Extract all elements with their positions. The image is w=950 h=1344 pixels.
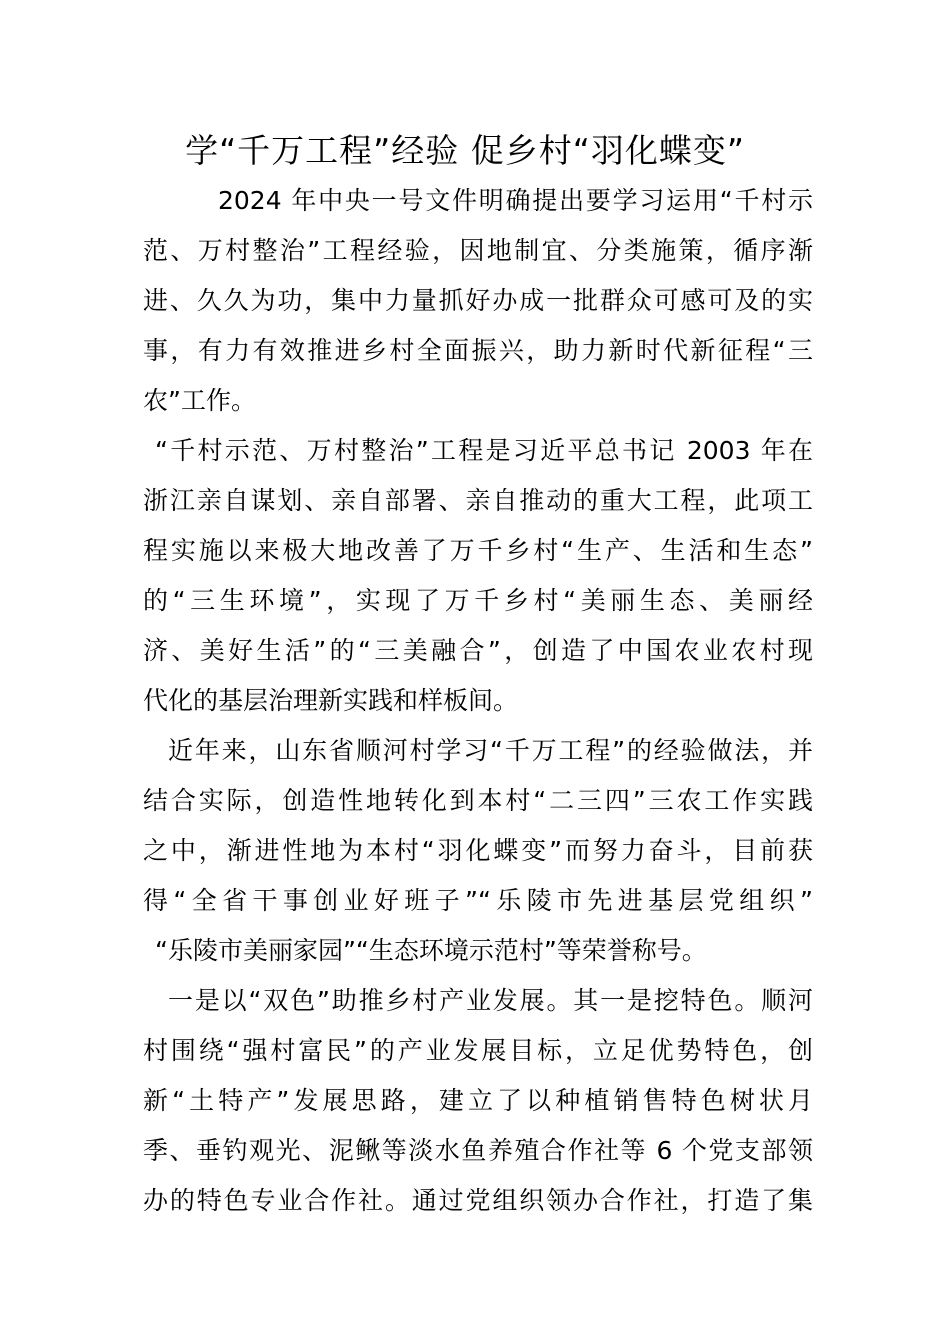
paragraph: [143, 726, 813, 976]
document-body: [143, 176, 813, 1226]
text-line: “千村示范、万村整治”工程是习近平总书记 2003 年在: [155, 436, 813, 465]
text-line: 一是以“双色”助推乡村产业发展。其一是挖特色。顺河: [168, 986, 813, 1015]
text-line: 近年来，山东省顺河村学习“千万工程”的经验做法，并: [168, 736, 813, 765]
text-line: 程实施以来极大地改善了万千乡村“生产、生活和生态”: [143, 536, 813, 565]
text-line: 得“全省干事创业好班子”“乐陵市先进基层党组织”: [143, 886, 813, 915]
text-line: 农”工作。: [143, 386, 256, 415]
text-line: 新“土特产”发展思路，建立了以种植销售特色树状月: [143, 1086, 813, 1115]
text-line: 浙江亲自谋划、亲自部署、亲自推动的重大工程，此项工: [143, 486, 813, 515]
paragraph: [143, 426, 813, 726]
document-title: 学“千万工程”经验 促乡村“羽化蝶变”: [185, 131, 745, 170]
paragraph: [143, 176, 813, 426]
text-line: 济、美好生活”的“三美融合”，创造了中国农业农村现: [143, 636, 813, 665]
text-line: 之中，渐进性地为本村“羽化蝶变”而努力奋斗，目前获: [143, 836, 813, 865]
text-line: 2024 年中央一号文件明确提出要学习运用“千村示: [218, 186, 813, 215]
text-line: 范、万村整治”工程经验，因地制宜、分类施策，循序渐: [143, 236, 813, 265]
text-line: 代化的基层治理新实践和样板间。: [143, 686, 519, 715]
text-line: 的“三生环境”，实现了万千乡村“美丽生态、美丽经: [143, 586, 813, 615]
text-line: “乐陵市美丽家园”“生态环境示范村”等荣誉称号。: [155, 936, 707, 965]
text-line: 结合实际，创造性地转化到本村“二三四”三农工作实践: [143, 786, 813, 815]
text-line: 事，有力有效推进乡村全面振兴，助力新时代新征程“三: [143, 336, 813, 365]
paragraph: [143, 976, 813, 1226]
text-line: 办的特色专业合作社。通过党组织领办合作社，打造了集: [143, 1186, 813, 1215]
text-line: 季、垂钓观光、泥鳅等淡水鱼养殖合作社等 6 个党支部领: [143, 1136, 813, 1165]
text-line: 进、久久为功，集中力量抓好办成一批群众可感可及的实: [143, 286, 813, 315]
text-line: 村围绕“强村富民”的产业发展目标，立足优势特色，创: [143, 1036, 813, 1065]
